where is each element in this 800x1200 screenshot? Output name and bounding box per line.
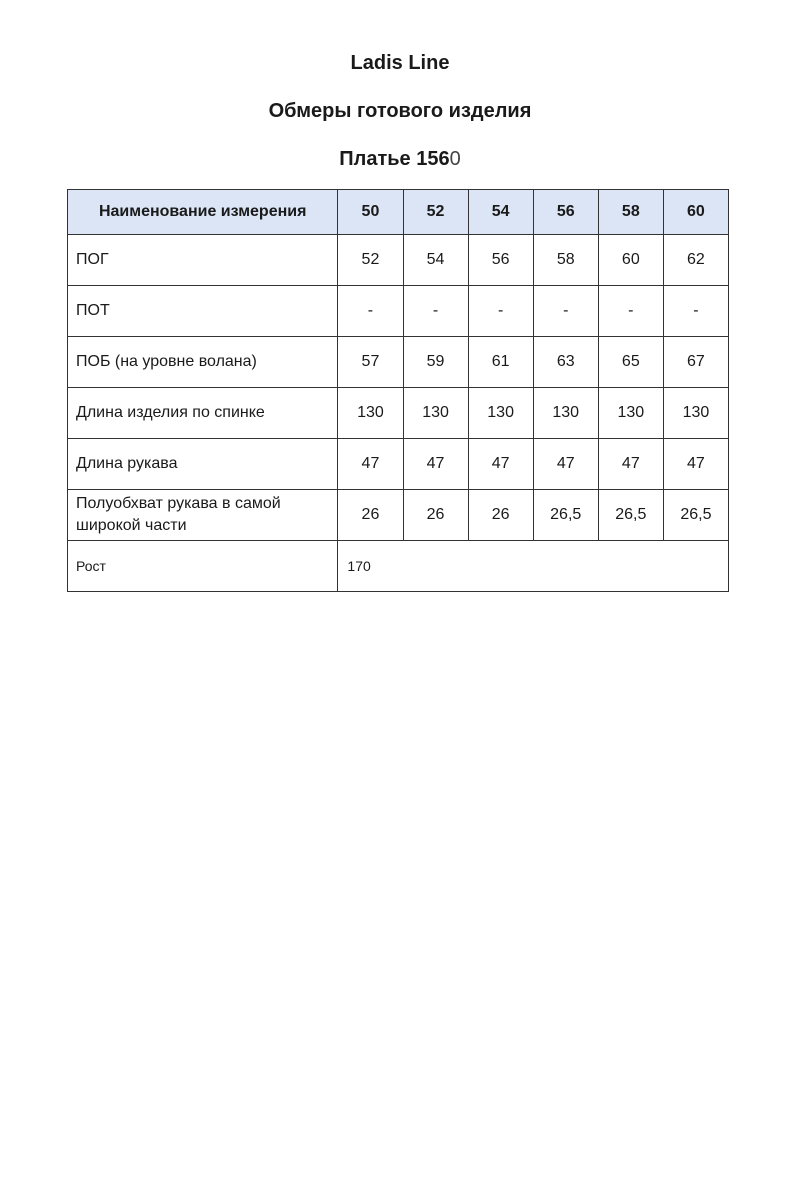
table-cell: 67 [663, 337, 728, 388]
row-label: Рост [68, 541, 338, 592]
table-row [68, 388, 729, 439]
column-header-measurement: Наименование измерения [68, 190, 338, 235]
row-label: ПОБ (на уровне волана) [68, 337, 338, 388]
table-cell: 26 [468, 490, 533, 541]
table-cell: 62 [663, 235, 728, 286]
table-body [68, 235, 729, 592]
table-cell: 47 [663, 439, 728, 490]
table-cell: 26,5 [598, 490, 663, 541]
brand-title: Ladis Line [350, 52, 450, 74]
column-header-size: 54 [468, 190, 533, 235]
table-cell: 26 [403, 490, 468, 541]
column-header-size: 50 [338, 190, 403, 235]
table-cell: - [468, 286, 533, 337]
table-cell: - [663, 286, 728, 337]
table-cell: - [338, 286, 403, 337]
row-label: ПОГ [68, 235, 338, 286]
table-cell: 130 [663, 388, 728, 439]
table-cell: 47 [468, 439, 533, 490]
table-cell: 47 [598, 439, 663, 490]
measurements-table [67, 189, 729, 592]
column-header-size: 58 [598, 190, 663, 235]
document-subtitle: Обмеры готового изделия [268, 100, 532, 122]
table-cell: 60 [598, 235, 663, 286]
row-label: Длина изделия по спинке [68, 388, 338, 439]
product-title [0, 147, 800, 171]
table-row [68, 337, 729, 388]
row-label: Полуобхват рукава в самой широкой части [68, 490, 338, 541]
table-cell: 59 [403, 337, 468, 388]
table-cell: 54 [403, 235, 468, 286]
row-label: ПОТ [68, 286, 338, 337]
table-cell: 47 [403, 439, 468, 490]
table-cell: 52 [338, 235, 403, 286]
row-label: Длина рукава [68, 439, 338, 490]
table-cell: 58 [533, 235, 598, 286]
table-row-height [68, 541, 729, 592]
table-cell: 130 [338, 388, 403, 439]
table-cell: 47 [338, 439, 403, 490]
table-cell: 63 [533, 337, 598, 388]
table-cell: 130 [403, 388, 468, 439]
product-name: Платье 156 [339, 148, 450, 170]
table-cell: 61 [468, 337, 533, 388]
table-cell: - [403, 286, 468, 337]
table-cell: 26,5 [663, 490, 728, 541]
column-header-size: 52 [403, 190, 468, 235]
table-row [68, 286, 729, 337]
table-cell: - [598, 286, 663, 337]
table-cell: 65 [598, 337, 663, 388]
height-value: 170 [338, 541, 729, 592]
table-row [68, 490, 729, 541]
table-cell: 47 [533, 439, 598, 490]
table-cell: - [533, 286, 598, 337]
column-header-size: 60 [663, 190, 728, 235]
header-row [68, 190, 729, 235]
table-row [68, 235, 729, 286]
table-header [68, 190, 729, 235]
table-cell: 57 [338, 337, 403, 388]
table-cell: 130 [598, 388, 663, 439]
table-cell: 26 [338, 490, 403, 541]
table-cell: 130 [468, 388, 533, 439]
table-row [68, 439, 729, 490]
column-header-size: 56 [533, 190, 598, 235]
table-cell: 26,5 [533, 490, 598, 541]
product-name-last-digit: 0 [449, 148, 461, 170]
table-cell: 130 [533, 388, 598, 439]
table-cell: 56 [468, 235, 533, 286]
